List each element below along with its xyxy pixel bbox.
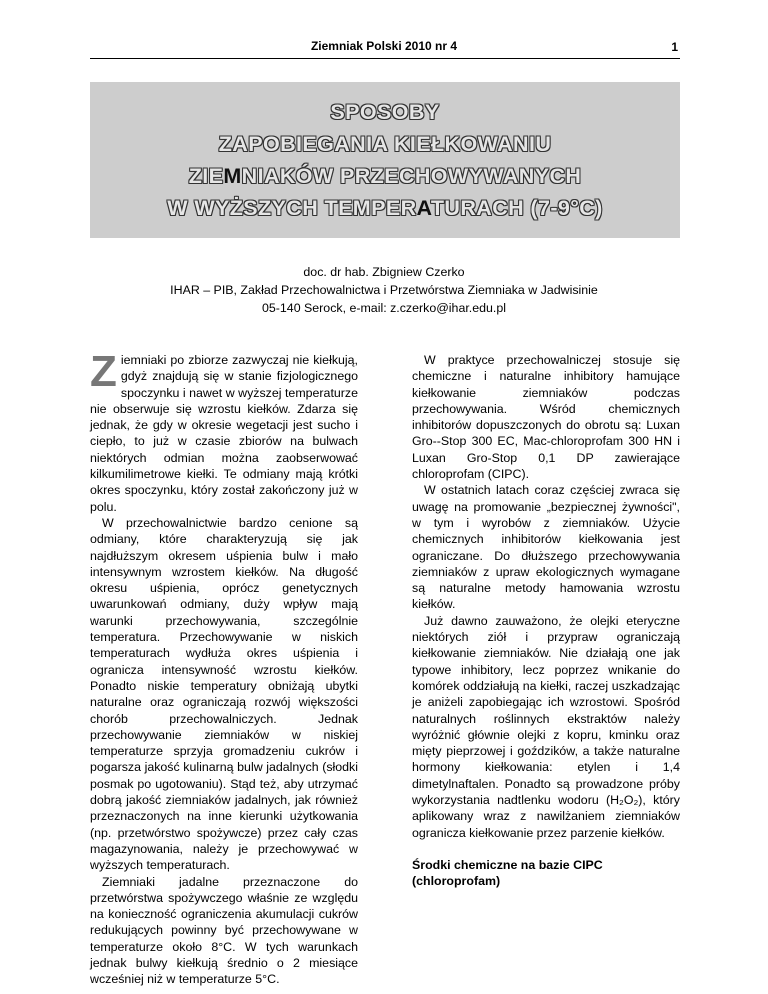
- title-line-2: ZAPOBIEGANIA KIEŁKOWANIU: [218, 132, 552, 156]
- paragraph: Ziemniaki jadalne przeznaczone do przetwórstwa spożywczego właśnie ze względu na konieczność ograniczenia akumulacji cukrów redukujących powinny być przechowywane w temperaturze około 8°C. W tych warunkach jednak bulwy kiełkują średnio o 2 miesiące wcześniej niż w temperaturze 5°C.: [90, 874, 358, 987]
- journal-header: Ziemniak Polski 2010 nr 4: [310, 39, 458, 53]
- paragraph: W ostatnich latach coraz częściej zwraca się uwagę na promowanie „bezpiecznej żywności", w tym i wyrobów z ziemniaków. Użycie chemicznych inhibitorów kiełkowania jest ograniczane. Do dłuższego przechowywania ziemniaków z upraw ekologicznych wymagane są naturalne metody hamowania wzrostu kiełków.: [412, 483, 680, 612]
- title-line-3: ZIEMNIAKÓW PRZECHOWYWANYCH: [188, 164, 582, 188]
- paragraph: W przechowalnictwie bardzo cenione są odmiany, które charakteryzują się jak najdłuższym okresem uśpienia bulw i mało intensywnym wzrostem kiełków. Na długość okresu uśpienia, oprócz genetycznych uwarunkowań odmiany, duży wpływ mają warunki przechowywania, szczególnie temperatura. Przechowywanie w niskich temperaturach wydłuża okres uśpienia i ogranicza intensywność wzrostu kiełków. Ponadto niskie temperatury obniżają ubytki naturalne oraz ograniczają rozwój większości chorób przechowalniczych. Jednak przechowywanie ziemniaków w niskiej temperaturze sprzyja gromadzeniu cukrów i pogarsza jakość kulinarną bulw jadalnych (słodki posmak po ugotowaniu). Stąd też, aby utrzymać dobrą jakość ziemniaków jadalnych, jak również przeznaczonych na inne kierunki użytkowania (np. przetwórstwo spożywcze) przez cały czas magazynowania, należy je przechowywać w wyższych temperaturach.: [90, 515, 358, 873]
- paragraph: Już dawno zauważono, że olejki eteryczne niektórych ziół i przypraw ograniczają kiełkowanie ziemniaków. Nie działają one jak typowe inhibitory, lecz poprzez wnikanie do komórek oddziałują na kiełki, raczej uszkadzając je aniżeli zapobiegając ich wzrostowi. Spośród naturalnych roślinnych ekstraktów należy wyróżnić głównie olejki z kopru, kminku oraz mięty pieprzowej i goździków, a także naturalne hormony kiełkowania: etylen i 1,4 dimetylnaftalen. Ponadto są prowadzone próby wykorzystania nadtlenku wodoru (H₂O₂), który aplikowany wraz z nawilżaniem ziemniaków ogranicza kiełkowanie przez parzenie kiełków.: [412, 613, 680, 840]
- title-line-4: W WYŻSZYCH TEMPERATURACH (7-9°C): [167, 196, 603, 220]
- page-number: 1: [671, 40, 678, 54]
- paragraph-intro: Ziemniaki po zbiorze zazwyczaj nie kiełkują, gdyż znajdują się w stanie fizjologicznego spoczynku i nawet w wyższej temperaturze nie obserwuje się wzrostu kiełków. Zdarza się jednak, że gdy w okresie wegetacji jest sucho i ciepło, to już w czasie zbiorów na bulwach niektórych odmian można zaobserwować kilkumilimetrowe kiełki. Te odmiany mają krótki okres spoczynku, który został zakończony już w polu.: [90, 347, 358, 514]
- author-block: [0, 263, 768, 317]
- author-affiliation: IHAR – PIB, Zakład Przechowalnictwa i Przetwórstwa Ziemniaka w Jadwisinie: [170, 283, 598, 297]
- author-name: doc. dr hab. Zbigniew Czerko: [303, 265, 465, 279]
- author-address: 05-140 Serock, e-mail: z.czerko@ihar.edu.pl: [262, 301, 506, 315]
- drop-cap: Z: [90, 347, 117, 396]
- title-banner: [90, 82, 680, 238]
- column-right: [412, 352, 680, 890]
- paragraph: W praktyce przechowalniczej stosuje się chemiczne i naturalne inhibitory hamujące kiełkowanie ziemniaków podczas przechowywania. Wśród chemicznych inhibitorów dopuszczonych do obrotu są: Luxan Gro--Stop 300 EC, Mac-chloroprofam 300 HN i Luxan Gro-Stop 0,1 DP zawierające chloroprofam (CIPC).: [412, 353, 680, 482]
- header-divider: [90, 58, 680, 59]
- column-left: [90, 347, 358, 988]
- section-heading: Środki chemiczne na bazie CIPC (chloroprofam): [412, 857, 603, 889]
- title-line-1: SPOSOBY: [330, 100, 440, 124]
